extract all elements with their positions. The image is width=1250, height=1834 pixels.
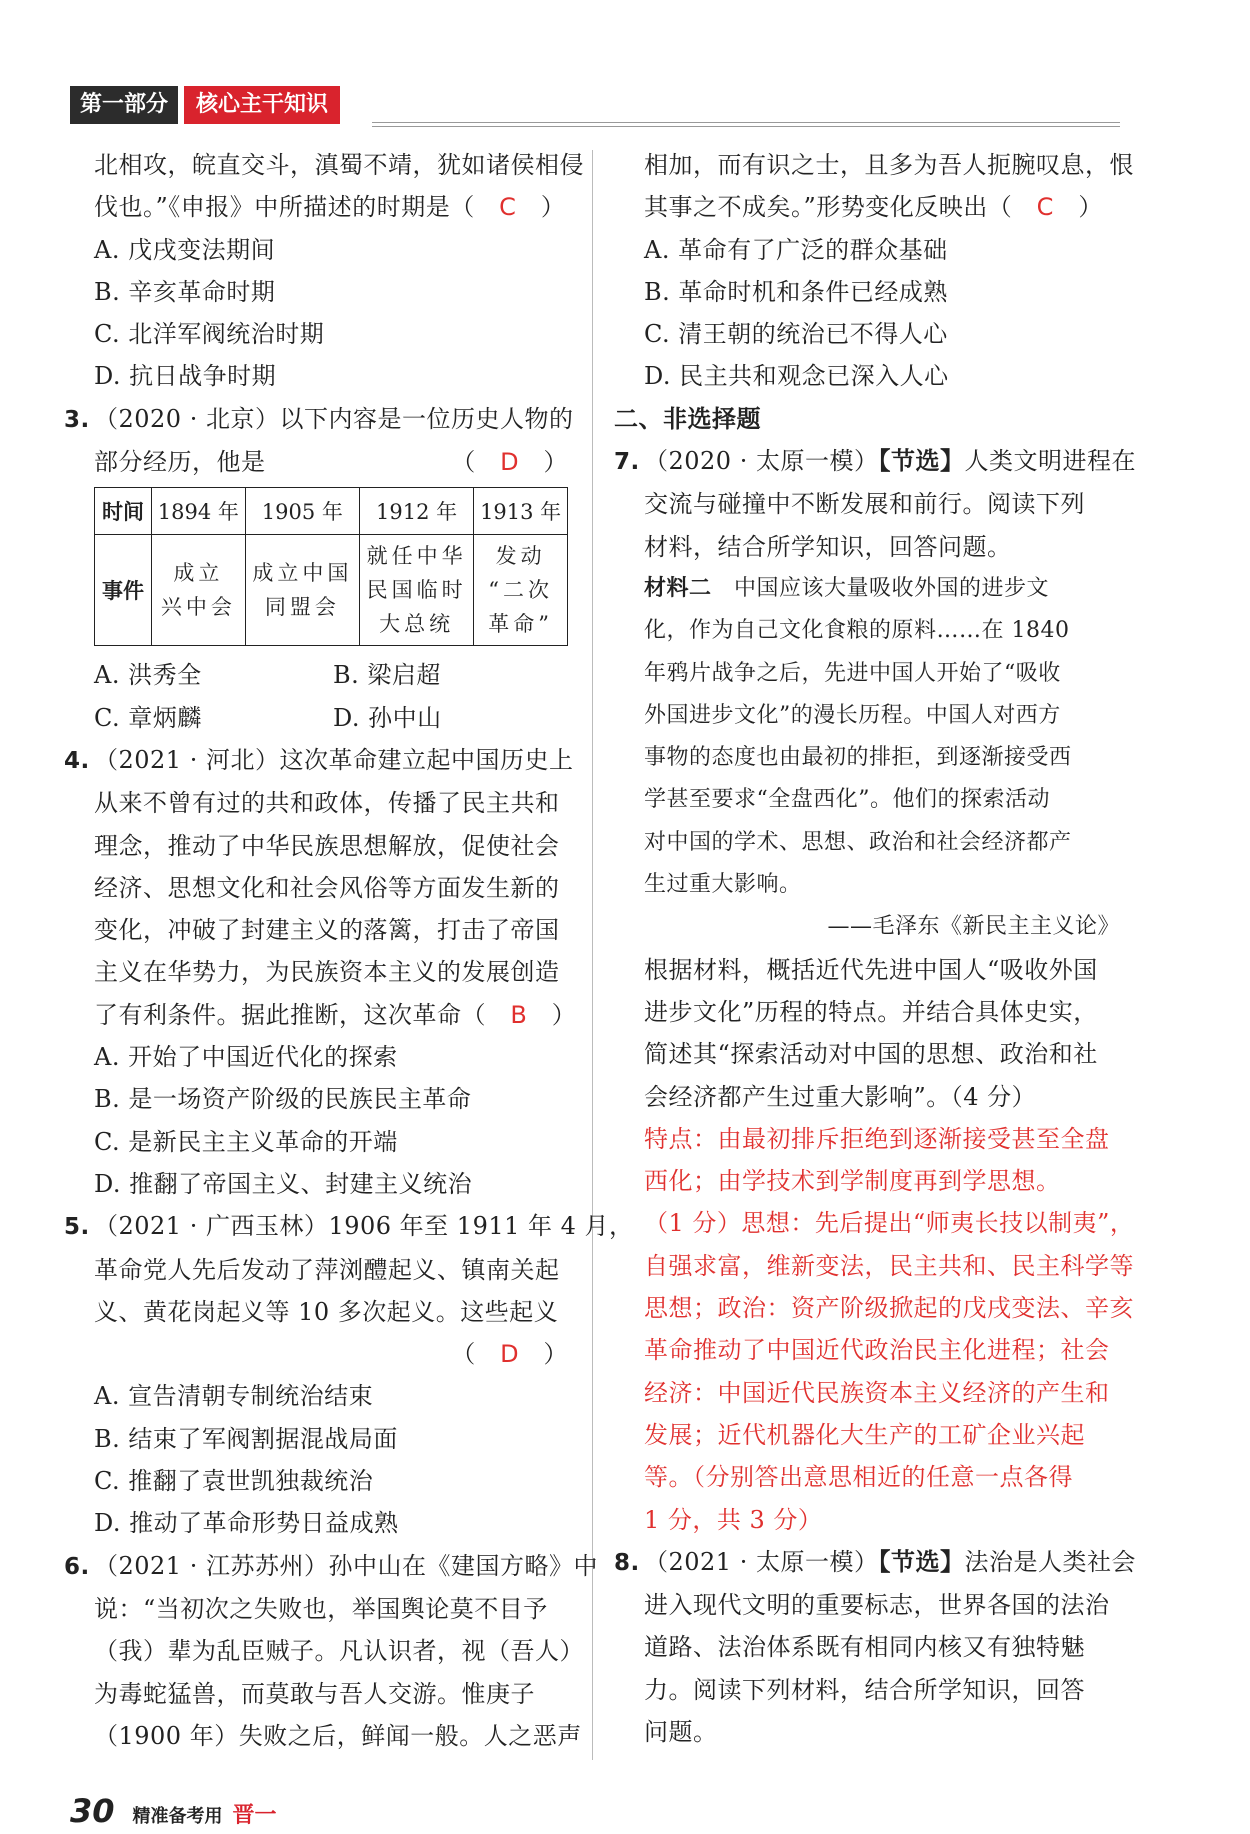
q4-line [64,739,572,782]
q6-text: （2021 · 江苏苏州）孙中山在《建国方略》中 [94,1551,598,1580]
q7-question: 简述其“探索活动对中国的思想、政治和社 [644,1040,1098,1069]
q4-last: 了有利条件。据此推断，这次革命（ [94,1000,486,1029]
q7-question: 根据材料，概括近代先进中国人“吸收外国 [644,955,1098,984]
page-footer [70,1792,277,1830]
q4-line: 从来不曾有过的共和政体，传播了民主共和 [94,789,560,818]
table-header-cell: 1894 年 [152,488,246,535]
q5-text: （2021 · 广西玉林）1906 年至 1911 年 4 月， [94,1212,634,1241]
q7-answer-line: 1 分，共 3 分） [644,1505,823,1534]
table-header-cell: 1912 年 [359,488,473,535]
page-number: 30 [70,1792,115,1830]
q5-option-b: B. 结束了军阀割据混战局面 [94,1424,398,1453]
q6-answer: C [1036,193,1054,222]
table-row [95,535,568,646]
q7-answer-line: 思想；政治：资产阶级掀起的戊戌变法、辛亥 [644,1294,1134,1323]
part-label: 第一部分 [70,86,178,124]
header-rule [372,122,1120,127]
q6-line: 说：“当初次之失败也，举国舆论莫不目予 [94,1594,548,1623]
material-line [614,568,1124,610]
material-line: 化，作为自己文化食粮的原料……在 1840 [644,618,1070,644]
q4-option-b: B. 是一场资产阶级的民族民主革命 [94,1085,472,1114]
q6-line [64,1545,598,1588]
q8-line: 进入现代文明的重要标志，世界各国的法治 [644,1591,1110,1620]
q6-line: 为毒蛇猛兽，而莫敢与吾人交游。惟庚子 [94,1679,535,1708]
section-label: 核心主干知识 [184,86,340,124]
q7-line: 材料，结合所学知识，回答问题。 [644,532,1012,561]
q8-number: 8. [614,1549,640,1576]
table-cell: 成立中国 同盟会 [245,535,359,646]
column-divider [592,150,593,1760]
table-cell: 就任中华 民国临时 大总统 [359,535,473,646]
q3-number: 3. [64,406,90,433]
q2-text: 伐也。”《申报》中所描述的时期是（ [94,193,475,222]
q7-answer-line: （1 分）思想：先后提出“师夷长技以制夷”， [644,1209,1135,1238]
q5-option-a: A. 宣告清朝专制统治结束 [94,1382,374,1411]
q3-option-a: A. 洪秀全 [94,661,202,690]
q4-number: 4. [64,747,90,774]
q8-text: 法治是人类社会 [964,1547,1136,1576]
table-header-cell: 时间 [95,488,152,535]
q8-tag: 【节选】 [878,1547,965,1576]
material-line: 对中国的学术、思想、政治和社会经济都产 [644,829,1072,855]
q8-line [614,1541,1136,1584]
table-label-cell: 事件 [95,535,152,646]
header-banner [70,86,340,124]
q6-tail-line: 相加，而有识之士，且多为吾人扼腕叹息，恨 [644,151,1134,179]
q5-line [64,1205,634,1248]
footer-edition: 晋一 [232,1803,277,1828]
history-table [94,487,568,646]
q3-text: （2020 · 北京）以下内容是一位历史人物的 [94,404,574,433]
q8-line: 道路、法治体系既有相同内核又有独特魅 [644,1633,1085,1662]
q2-close: ） [540,193,566,222]
q5-line: 革命党人先后发动了萍浏醴起义、镇南关起 [94,1255,560,1284]
q7-question: 进步文化”历程的特点。并结合具体史实， [644,997,1098,1026]
q2-line: 北相攻，皖直交斗，滇蜀不靖，犹如诸侯相侵 [94,151,584,179]
q5-option-c: C. 推翻了袁世凯独裁统治 [94,1467,374,1496]
q7-answer-line: 西化；由学技术到学制度再到学思想。 [644,1167,1061,1196]
table-cell: 成立 兴中会 [152,535,246,646]
material-line: 外国进步文化”的漫长历程。中国人对西方 [644,702,1061,728]
q7-answer-line: 等。（分别答出意思相近的任意一点各得 [644,1463,1073,1492]
q3-answer: D [500,448,520,477]
q7-answer-line: 发展；近代机器化大生产的工矿企业兴起 [644,1420,1085,1449]
q6-line: （我）辈为乱臣贼子。凡认识者，视（吾人） [94,1637,584,1666]
q3-line2 [64,441,572,483]
q3-option-c: C. 章炳麟 [94,703,202,732]
q7-answer-line: 革命推动了中国近代政治民主化进程；社会 [644,1336,1110,1365]
q5-option-d: D. 推动了革命形势日益成熟 [94,1509,399,1538]
q7-answer-line: 经济：中国近代民族资本主义经济的产生和 [644,1378,1110,1407]
q5-number: 5. [64,1214,90,1241]
q3-answer-bracket: （ D ） [451,448,568,477]
q2-option-d: D. 抗日战争时期 [94,362,277,391]
q2-answer: C [499,193,517,222]
q6-tail-text: 其事之不成矣。”形势变化反映出（ [644,193,1013,222]
q6-option-b: B. 革命时机和条件已经成熟 [644,277,948,306]
q8-source: （2021 · 太原一模） [644,1547,879,1576]
q7-answer-line: 特点：由最初排斥拒绝到逐渐接受甚至全盘 [644,1124,1110,1153]
q4-answer: B [510,1000,528,1029]
q6-option-a: A. 革命有了广泛的群众基础 [644,235,948,264]
q7-line [614,440,1136,483]
q4-question-line: 了有利条件。据此推断，这次革命（ B ） [94,1000,577,1029]
material-line: 事物的态度也由最初的排拒，到逐渐接受西 [644,745,1072,771]
table-cell: 发动 “二次 革命” [474,535,568,646]
q4-option-c: C. 是新民主主义革命的开端 [94,1127,398,1156]
q3-options-row2 [64,697,572,739]
footer-text: 精准备考用 [132,1806,223,1827]
q4-option-d: D. 推翻了帝国主义、封建主义统治 [94,1169,473,1198]
q6-question-line: 其事之不成矣。”形势变化反映出（ C ） [644,193,1103,222]
q5-answer-bracket: （ D ） [451,1340,568,1369]
q3-line [64,398,572,441]
q3-options-row1 [64,654,572,696]
q2-option-b: B. 辛亥革命时期 [94,277,276,306]
q2-option-c: C. 北洋军阀统治时期 [94,320,325,349]
q6-line: （1900 年）失败之后，鲜闻一般。人之恶声 [94,1721,582,1750]
q3-option-d: D. 孙中山 [333,703,442,732]
material-source: ——毛泽东《新民主主义论》 [827,914,1120,940]
q6-number: 6. [64,1553,90,1580]
material-line: 学甚至要求“全盘西化”。他们的探索活动 [644,787,1050,813]
q8-line: 力。阅读下列材料，结合所学知识，回答 [644,1675,1085,1704]
material-label: 材料二 [644,575,712,601]
q7-tag: 【节选】 [878,447,965,476]
q4-line: 主义在华势力，为民族资本主义的发展创造 [94,958,560,987]
q4-text: （2021 · 河北）这次革命建立起中国历史上 [94,745,574,774]
q7-text: 人类文明进程在 [964,447,1136,476]
material-line: 年鸦片战争之后，先进中国人开始了“吸收 [644,660,1061,686]
right-column [614,144,1136,1753]
q4-line: 理念，推动了中华民族思想解放，促使社会 [94,831,560,860]
q7-line: 交流与碰撞中不断发展和前行。阅读下列 [644,490,1085,519]
q4-option-a: A. 开始了中国近代化的探索 [94,1043,398,1072]
q3-option-b: B. 梁启超 [333,661,441,690]
q3-text2: 部分经历，他是 [94,448,266,477]
left-column [64,144,634,1757]
q4-line: 经济、思想文化和社会风俗等方面发生新的 [94,873,560,902]
q8-line: 问题。 [644,1717,718,1746]
q7-answer-line: 自强求富，维新变法，民主共和、民主科学等 [644,1251,1134,1280]
q4-line: 变化，冲破了封建主义的落篱，打击了帝国 [94,916,560,945]
q7-number: 7. [614,449,640,476]
table-row [95,488,568,535]
material-text: 中国应该大量吸收外国的进步文 [734,575,1050,601]
q2-question-line [64,186,572,228]
q7-source: （2020 · 太原一模） [644,447,879,476]
section-heading: 二、非选择题 [614,404,761,433]
q7-question: 会经济都产生过重大影响”。（4 分） [644,1082,1037,1111]
q5-answer: D [500,1340,520,1369]
material-line: 生过重大影响。 [644,872,802,898]
q6-option-c: C. 清王朝的统治已不得人心 [644,320,948,349]
q6-option-d: D. 民主共和观念已深入人心 [644,362,949,391]
table-header-cell: 1905 年 [245,488,359,535]
q2-option-a: A. 戊戌变法期间 [94,235,276,264]
table-header-cell: 1913 年 [474,488,568,535]
q5-line: 义、黄花岗起义等 10 多次起义。这些起义 [94,1297,559,1326]
